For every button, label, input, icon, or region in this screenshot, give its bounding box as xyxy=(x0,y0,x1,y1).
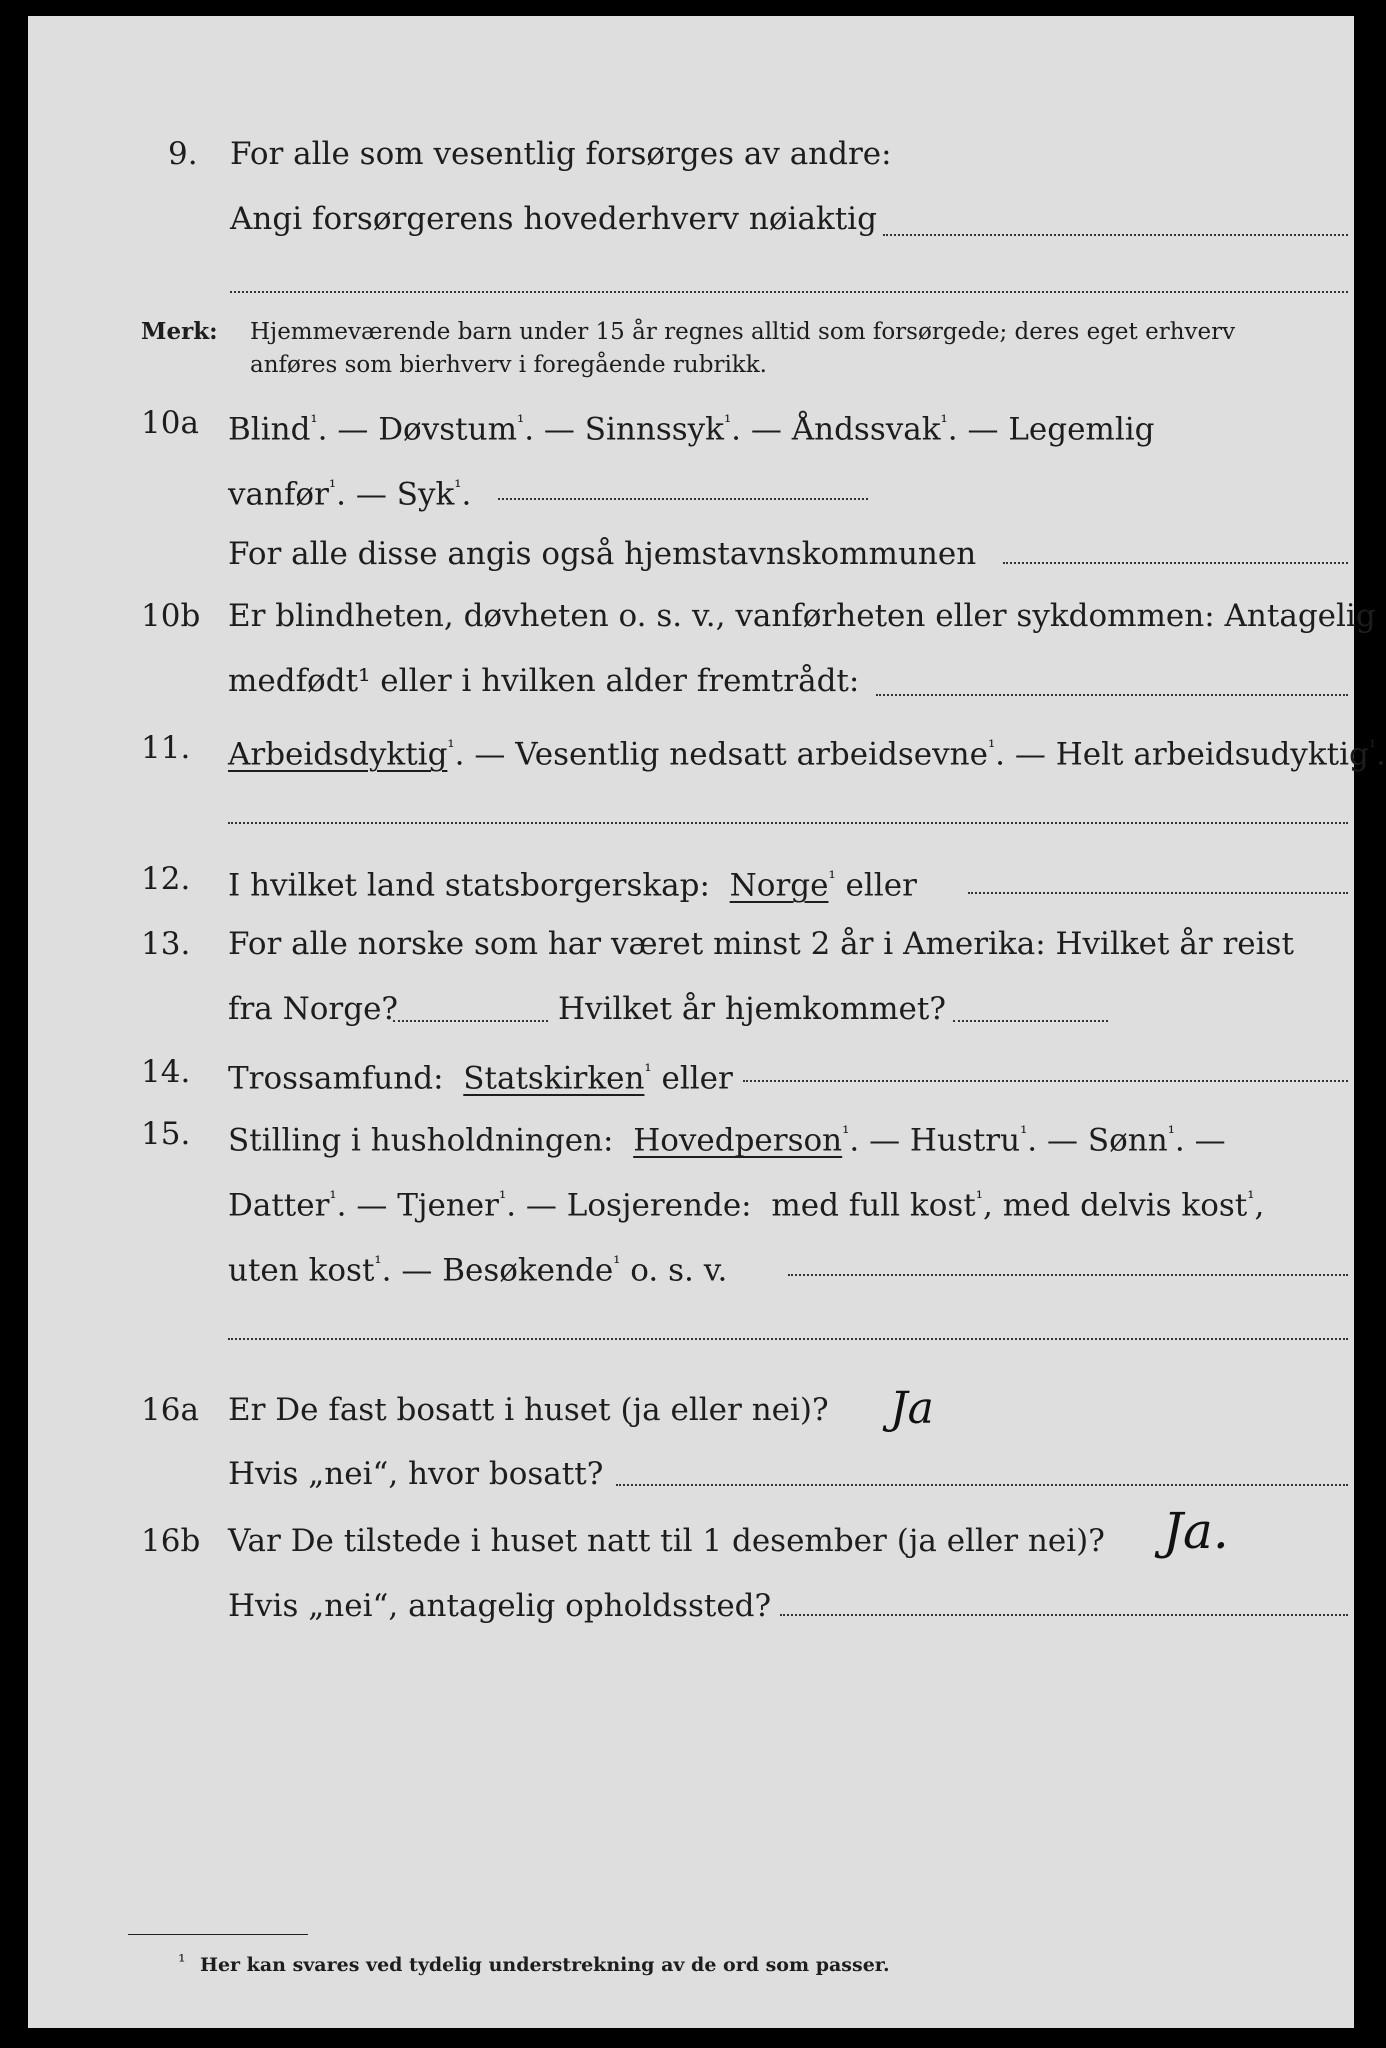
opt-nedsatt[interactable]: Vesentlig nedsatt arbeidsevne xyxy=(515,736,988,773)
q16b-number: 16b xyxy=(141,1523,201,1559)
opt-andssvak[interactable]: Åndssvak xyxy=(791,411,941,448)
q12-line: I hvilket land statsborgerskap: Norge$^{^1}$ eller xyxy=(228,867,917,904)
q16b-line1: Var De tilstede i huset natt til 1 desember (ja eller nei)? xyxy=(228,1523,1105,1559)
opt-sinnssyk[interactable]: Sinnssyk xyxy=(584,411,724,448)
q10a-hjemstavn-line[interactable] xyxy=(1003,562,1348,564)
q10b-number: 10b xyxy=(141,598,201,634)
q13-line2a: fra Norge? xyxy=(228,991,399,1027)
footnote-rule xyxy=(128,1934,308,1935)
q13-hjemkommet-line[interactable] xyxy=(953,1020,1108,1022)
opt-vanfor[interactable]: vanfør xyxy=(228,476,329,513)
opt-arbeidsdyktig[interactable]: Arbeidsdyktig xyxy=(228,736,448,773)
opt-fullkost[interactable]: med full kost xyxy=(771,1187,976,1224)
q13-reist-line[interactable] xyxy=(393,1020,548,1022)
q15-line2: Datter$^{^1}$. — Tjener$^{^1}$. — Losjerende: med full kost$^{^1}$, med delvis kost$^{^1}$, xyxy=(228,1187,1265,1224)
q16a-answer-handwritten[interactable]: Ja xyxy=(890,1383,934,1434)
opt-sonn[interactable]: Sønn xyxy=(1087,1122,1168,1159)
opt-dovstum[interactable]: Døvstum xyxy=(378,411,517,448)
opt-statskirken[interactable]: Statskirken xyxy=(463,1060,645,1097)
opt-datter[interactable]: Datter xyxy=(228,1187,330,1224)
q16b-line2: Hvis „nei“, antagelig opholdssted? xyxy=(228,1588,772,1624)
q10a-number: 10a xyxy=(141,405,199,441)
q16a-line2: Hvis „nei“, hvor bosatt? xyxy=(228,1456,604,1492)
q10a-answer-line[interactable] xyxy=(498,498,868,500)
footnote-mark: ¹ xyxy=(178,1951,186,1973)
opt-tjener[interactable]: Tjener xyxy=(397,1187,499,1224)
opt-syk[interactable]: Syk xyxy=(396,476,455,513)
q12-answer-line[interactable] xyxy=(968,892,1348,894)
q16b-answer-handwritten[interactable]: Ja. xyxy=(1163,1502,1229,1560)
footnote-text: Her kan svares ved tydelig understrekning av de ord som passer. xyxy=(200,1954,890,1976)
q16a-bosatt-line[interactable] xyxy=(616,1484,1348,1486)
q16a-number: 16a xyxy=(141,1392,199,1428)
q10a-line2: vanfør$^{^1}$. — Syk$^{^1}$. xyxy=(228,476,472,513)
opt-utenkost[interactable]: uten kost xyxy=(228,1252,375,1289)
q16a-line1: Er De fast bosatt i huset (ja eller nei)? xyxy=(228,1392,829,1428)
q11-line: Arbeidsdyktig$^{^1}$. — Vesentlig nedsatt arbeidsevne$^{^1}$. — Helt arbeidsudyktig$^{^1}$. xyxy=(228,736,1386,773)
q11-answer-line[interactable] xyxy=(228,822,1348,824)
opt-udyktig[interactable]: Helt arbeidsudyktig xyxy=(1055,736,1369,773)
q15-answer-line-2[interactable] xyxy=(228,1338,1348,1340)
q9-line1: For alle som vesentlig forsørges av andre: xyxy=(230,136,892,172)
opt-delviskost[interactable]: med delvis kost xyxy=(1002,1187,1248,1224)
opt-hovedperson[interactable]: Hovedperson xyxy=(633,1122,843,1159)
form-page xyxy=(28,16,1386,2028)
q10b-line1: Er blindheten, døvheten o. s. v., vanførheten eller sykdommen: Antagelig xyxy=(228,598,1376,634)
q15-line1: Stilling i husholdningen: Hovedperson$^{^1}$. — Hustru$^{^1}$. — Sønn$^{^1}$. — xyxy=(228,1122,1226,1159)
q15-answer-line[interactable] xyxy=(788,1274,1348,1276)
q10a-line1: Blind$^{^1}$. — Døvstum$^{^1}$. — Sinnssyk$^{^1}$. — Åndssvak$^{^1}$. — Legemlig xyxy=(228,411,1155,448)
q14-answer-line[interactable] xyxy=(743,1080,1348,1082)
q9-line2: Angi forsørgerens hovederhverv nøiaktig xyxy=(230,201,877,237)
q9-answer-line[interactable] xyxy=(883,234,1348,236)
q12-number: 12. xyxy=(141,861,191,897)
q13-line1: For alle norske som har været minst 2 år i Amerika: Hvilket år reist xyxy=(228,926,1294,962)
q11-number: 11. xyxy=(141,730,191,766)
opt-legemlig[interactable]: Legemlig xyxy=(1008,411,1155,448)
merk-line1: Hjemmeværende barn under 15 år regnes alltid som forsørgede; deres eget erhverv xyxy=(250,319,1236,345)
q10b-answer-line[interactable] xyxy=(876,694,1348,696)
q10a-line3: For alle disse angis også hjemstavnskommunen xyxy=(228,536,977,572)
opt-besokende[interactable]: Besøkende xyxy=(442,1252,614,1289)
merk-label: Merk: xyxy=(141,318,218,345)
q13-line2b: Hvilket år hjemkommet? xyxy=(558,991,946,1027)
q9-answer-line-2[interactable] xyxy=(230,291,1348,293)
q15-number: 15. xyxy=(141,1116,191,1152)
opt-hustru[interactable]: Hustru xyxy=(909,1122,1021,1159)
merk-line2: anføres som bierhverv i foregående rubrikk. xyxy=(250,352,767,378)
q16b-opholdssted-line[interactable] xyxy=(780,1614,1348,1616)
opt-blind[interactable]: Blind xyxy=(228,411,311,448)
opt-norge[interactable]: Norge xyxy=(729,867,829,904)
q14-line: Trossamfund: Statskirken$^{^1}$ eller xyxy=(228,1060,733,1097)
q14-number: 14. xyxy=(141,1054,191,1090)
q10b-line2: medfødt¹ eller i hvilken alder fremtrådt: xyxy=(228,663,860,699)
q13-number: 13. xyxy=(141,926,191,962)
q9-number: 9. xyxy=(168,136,198,172)
q15-line3: uten kost$^{^1}$. — Besøkende$^{^1}$ o. s. v. xyxy=(228,1252,728,1289)
